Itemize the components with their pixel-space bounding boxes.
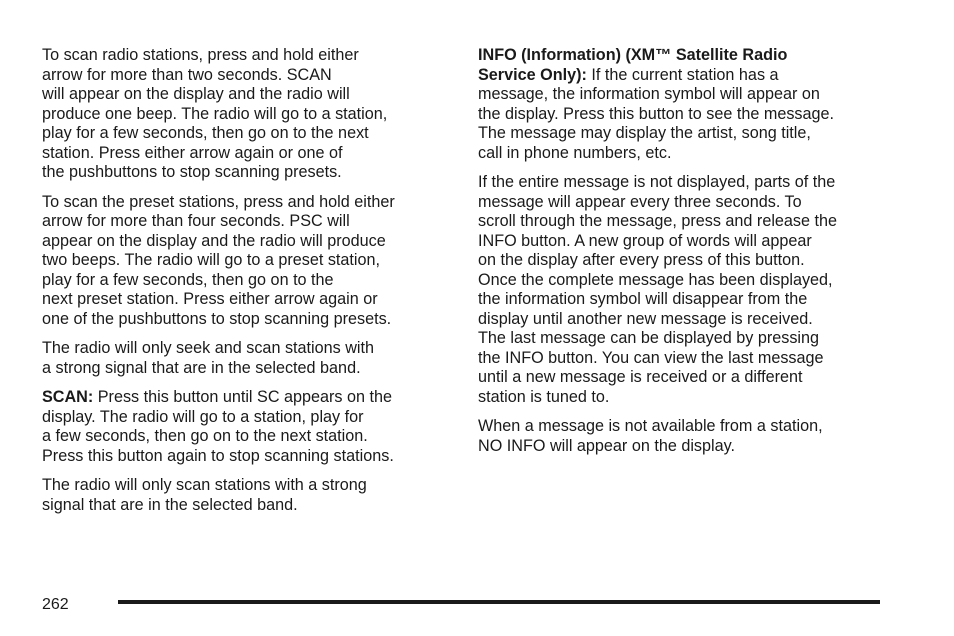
paragraph-info-scroll: If the entire message is not displayed, parts of the message will appear every three seconds. To scroll through the message, press and release the INFO button. A new group of words will appear on the display after every press of this button. Once the complete message has been displayed, the information symbol will disappear from the display until another new message is received. The last message can be displayed by pressing the INFO button. You can view the last message until a new message is received or a different station is tuned to.	[478, 173, 838, 406]
left-column	[42, 46, 442, 525]
right-column	[478, 46, 878, 466]
paragraph-scan-button	[42, 388, 442, 466]
paragraph-scan-stations: To scan radio stations, press and hold either arrow for more than two seconds. SCAN will appear on the display and the radio will produce one beep. The radio will go to a station, play for a few seconds, then go on to the next station. Press either arrow again or one of the pushbuttons to stop scanning presets.	[42, 46, 388, 181]
footer-rule	[118, 600, 880, 604]
term-scan: SCAN:	[42, 388, 94, 406]
paragraph-scan-note: The radio will only scan stations with a strong signal that are in the selected band.	[42, 476, 367, 514]
page-number: 262	[42, 596, 69, 613]
paragraph-info-button-text: If the current station has a message, the information symbol will appear on the display. Press this button to see the message. The message may display the artist, song title, call in phone numbers, etc.	[478, 65, 835, 162]
term-info: INFO (Information) (XM™ Satellite Radio Service Only):	[478, 46, 788, 84]
paragraph-info-button	[478, 46, 878, 163]
paragraph-scan-button-text: Press this button until SC appears on the display. The radio will go to a station, play for a few seconds, then go on to the next station. Press this button again to stop scanning stations.	[42, 388, 394, 465]
paragraph-no-info: When a message is not available from a station, NO INFO will appear on the display.	[478, 417, 823, 455]
paragraph-scan-presets: To scan the preset stations, press and hold either arrow for more than four seconds. PSC will appear on the display and the radio will produce two beeps. The radio will go to a preset station, play for a few seconds, then go on to the next preset station. Press either arrow again or one of the pushbuttons to stop scanning presets.	[42, 192, 395, 328]
paragraph-seek-note: The radio will only seek and scan stations with a strong signal that are in the selected band.	[42, 339, 375, 377]
